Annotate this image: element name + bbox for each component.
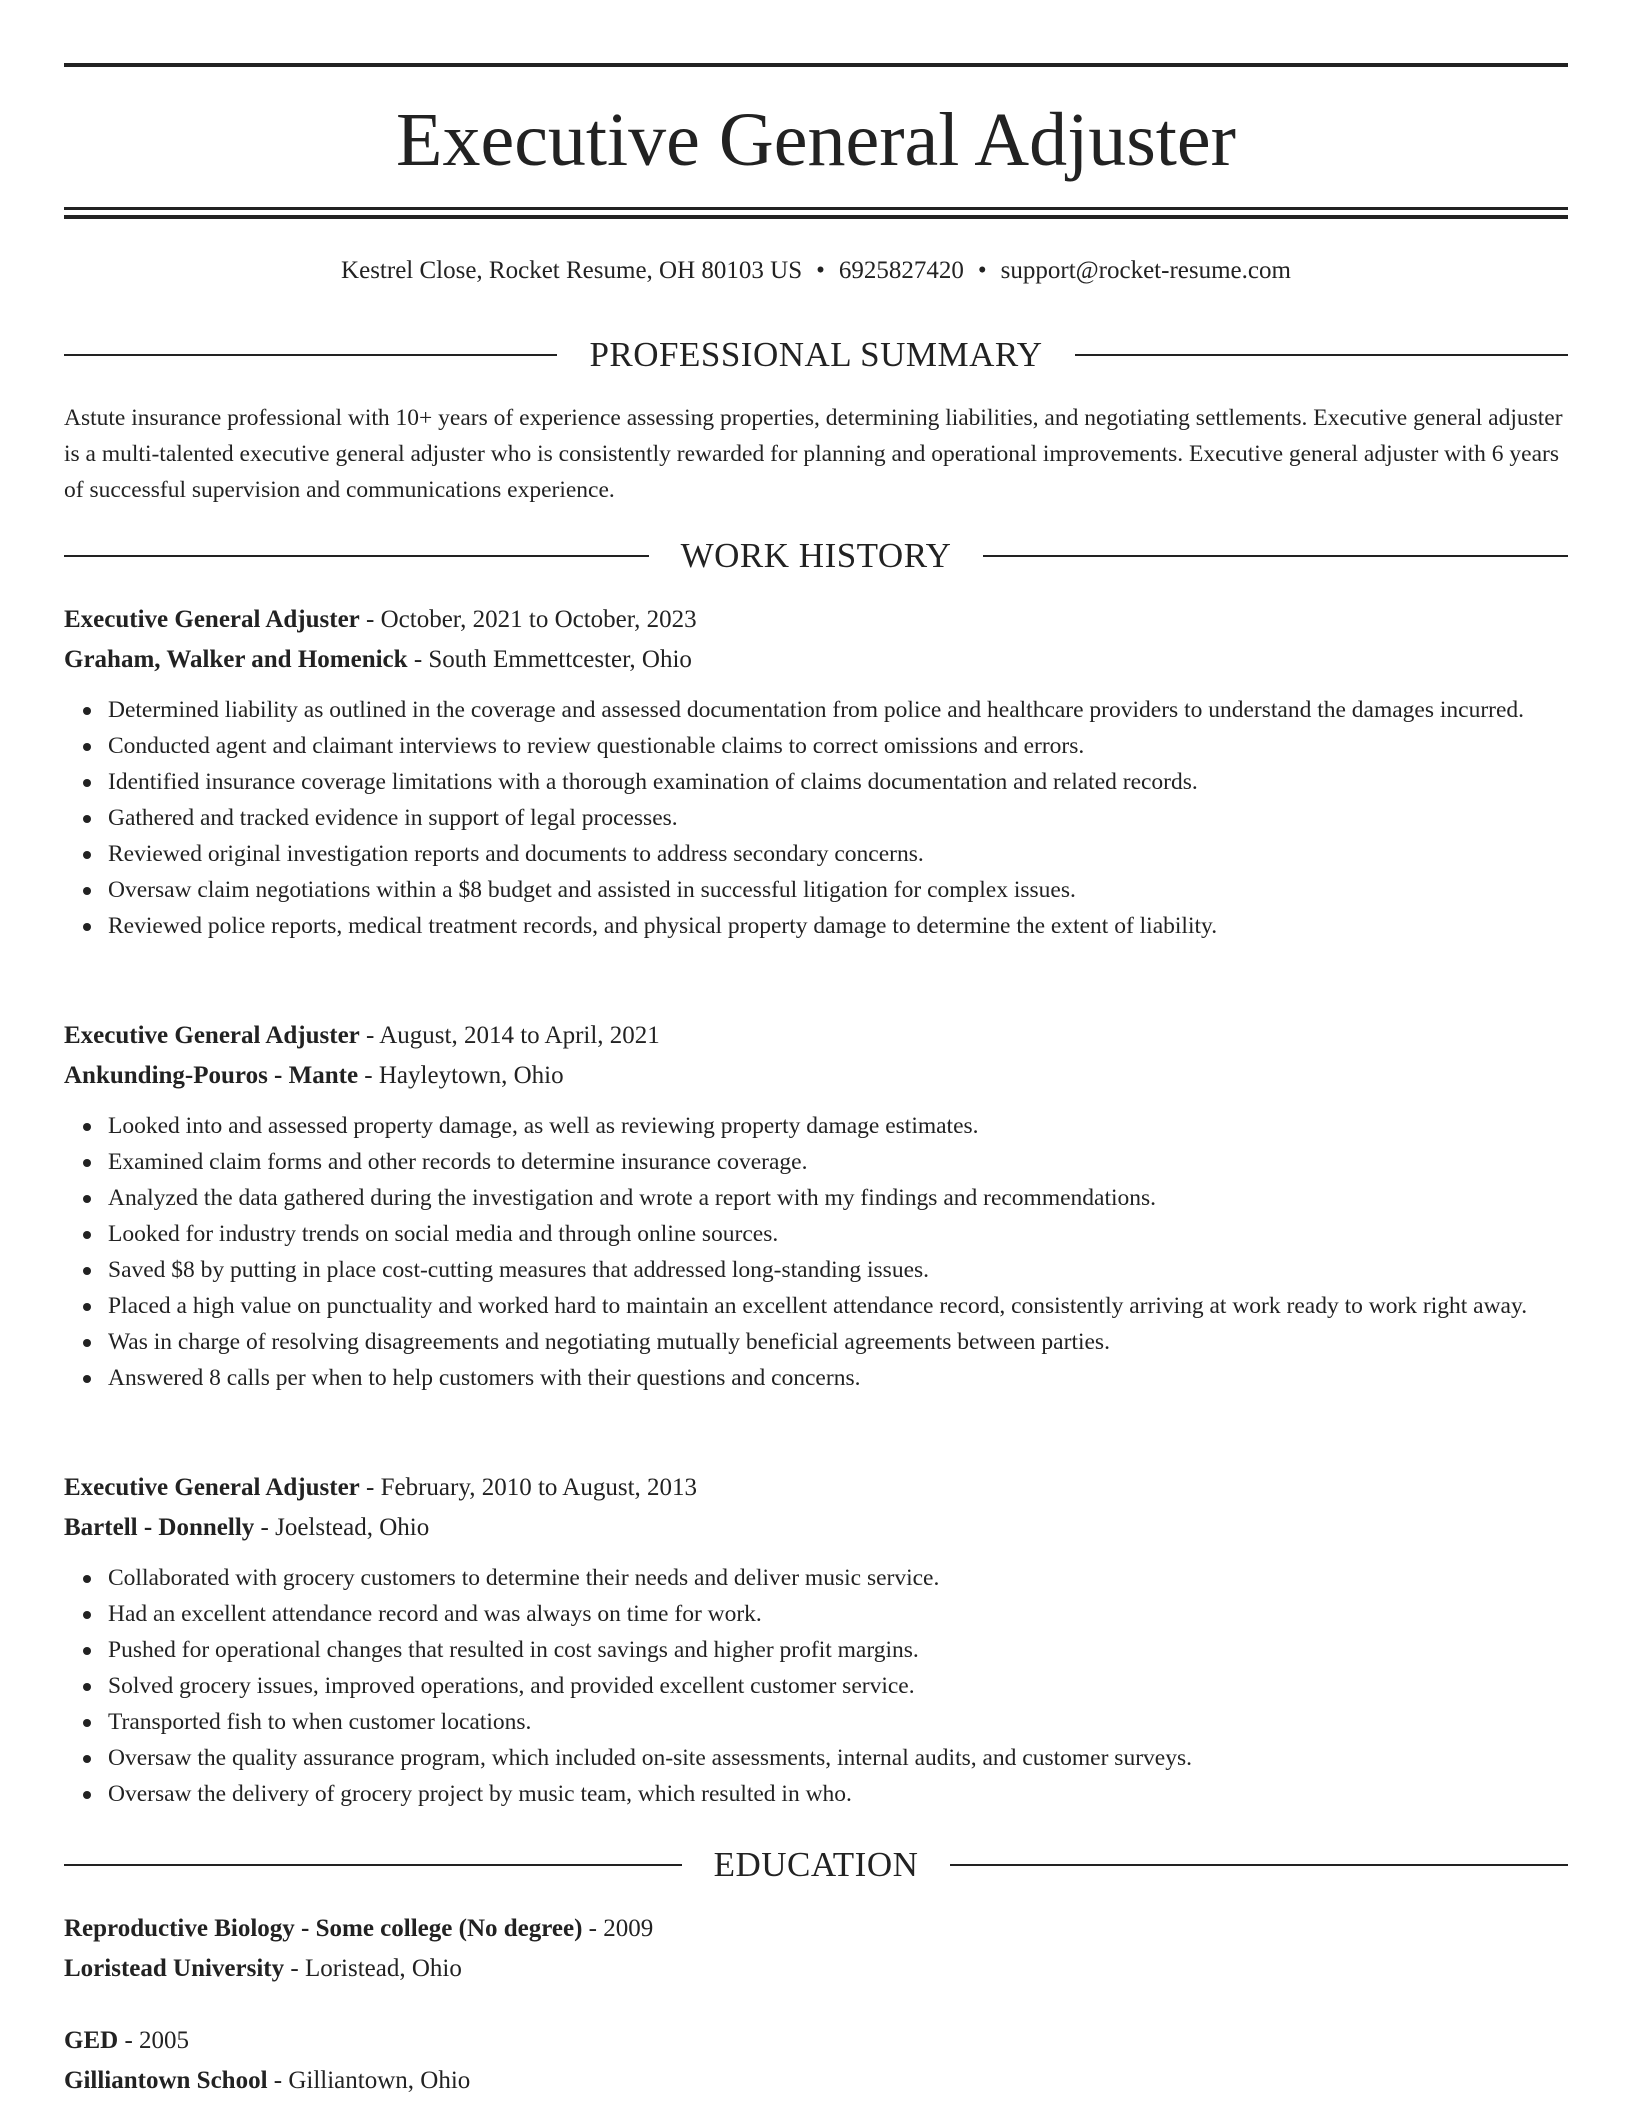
education-year: - 2005 bbox=[118, 2027, 190, 2054]
section-rule-left bbox=[64, 555, 649, 557]
job-company: Graham, Walker and Homenick bbox=[64, 646, 408, 673]
contact-address: Kestrel Close, Rocket Resume, OH 80103 US bbox=[341, 257, 803, 284]
job-entry bbox=[64, 1016, 1568, 1396]
job-bullet: Was in charge of resolving disagreements and negotiating mutually beneficial agreements between parties. bbox=[108, 1324, 1568, 1360]
job-company: Ankunding-Pouros - Mante bbox=[64, 1062, 359, 1089]
job-company-line bbox=[64, 1056, 1568, 1096]
education-school: Loristead University bbox=[64, 1955, 285, 1982]
job-bullet: Saved $8 by putting in place cost-cutting measures that addressed long-standing issues. bbox=[108, 1252, 1568, 1288]
job-dates: - October, 2021 to October, 2023 bbox=[359, 606, 697, 633]
job-bullet: Had an excellent attendance record and was always on time for work. bbox=[108, 1596, 1568, 1632]
job-bullets bbox=[64, 1108, 1568, 1396]
job-bullet: Gathered and tracked evidence in support of legal processes. bbox=[108, 800, 1568, 836]
job-entry bbox=[64, 1468, 1568, 1812]
contact-phone: 6925827420 bbox=[838, 257, 964, 284]
job-bullet: Oversaw the quality assurance program, which included on-site assessments, internal audits, and customer surveys. bbox=[108, 1740, 1568, 1776]
section-heading-summary bbox=[64, 333, 1568, 377]
header-double-rule-lower bbox=[64, 215, 1568, 219]
header-double-rule-upper bbox=[64, 207, 1568, 210]
contact-email: support@rocket-resume.com bbox=[1000, 257, 1291, 284]
job-bullet: Oversaw claim negotiations within a $8 budget and assisted in successful litigation for complex issues. bbox=[108, 872, 1568, 908]
section-heading-work-history bbox=[64, 534, 1568, 578]
job-dates: - February, 2010 to August, 2013 bbox=[359, 1474, 698, 1501]
job-bullets bbox=[64, 692, 1568, 944]
job-bullet: Determined liability as outlined in the coverage and assessed documentation from police and healthcare providers to understand the damages incurred. bbox=[108, 692, 1568, 728]
job-bullet: Conducted agent and claimant interviews to review questionable claims to correct omissions and errors. bbox=[108, 728, 1568, 764]
section-rule-right bbox=[983, 555, 1568, 557]
education-entry bbox=[64, 1909, 1568, 1989]
contact-separator: • bbox=[977, 257, 987, 284]
education-degree-line bbox=[64, 1909, 1568, 1949]
job-company-line bbox=[64, 640, 1568, 680]
section-rule-left bbox=[64, 1864, 682, 1866]
job-bullet: Solved grocery issues, improved operations, and provided excellent customer service. bbox=[108, 1668, 1568, 1704]
resume-title: Executive General Adjuster bbox=[396, 98, 1236, 182]
job-title: Executive General Adjuster bbox=[64, 1474, 360, 1501]
education-degree-line bbox=[64, 2021, 1568, 2061]
contact-separator: • bbox=[816, 257, 825, 284]
education-location: - Loristead, Ohio bbox=[284, 1955, 462, 1982]
job-bullet: Placed a high value on punctuality and worked hard to maintain an excellent attendance record, consistently arriving at work ready to work right away. bbox=[108, 1288, 1568, 1324]
job-bullets bbox=[64, 1560, 1568, 1812]
section-rule-right bbox=[1075, 354, 1568, 356]
job-entry bbox=[64, 600, 1568, 944]
job-bullet: Transported fish to when customer locations. bbox=[108, 1704, 1568, 1740]
job-bullet: Analyzed the data gathered during the investigation and wrote a report with my findings and recommendations. bbox=[108, 1180, 1568, 1216]
section-heading-education bbox=[64, 1843, 1568, 1887]
job-title-line bbox=[64, 1016, 1568, 1056]
job-bullet: Reviewed police reports, medical treatment records, and physical property damage to determine the extent of liability. bbox=[108, 908, 1568, 944]
job-bullet: Pushed for operational changes that resulted in cost savings and higher profit margins. bbox=[108, 1632, 1568, 1668]
section-title: EDUCATION bbox=[713, 1845, 919, 1884]
job-bullet: Examined claim forms and other records to determine insurance coverage. bbox=[108, 1144, 1568, 1180]
education-entry bbox=[64, 2021, 1568, 2101]
job-location: - Joelstead, Ohio bbox=[254, 1514, 430, 1541]
education-school: Gilliantown School bbox=[64, 2067, 268, 2094]
section-title: PROFESSIONAL SUMMARY bbox=[589, 335, 1043, 374]
job-company-line bbox=[64, 1508, 1568, 1548]
education-year: - 2009 bbox=[582, 1915, 654, 1942]
education-school-line bbox=[64, 2061, 1568, 2101]
contact-line bbox=[64, 254, 1568, 288]
job-bullet: Identified insurance coverage limitations with a thorough examination of claims documentation and related records. bbox=[108, 764, 1568, 800]
section-title: WORK HISTORY bbox=[680, 536, 952, 575]
job-title: Executive General Adjuster bbox=[64, 1022, 360, 1049]
job-bullet: Looked into and assessed property damage, as well as reviewing property damage estimates. bbox=[108, 1108, 1568, 1144]
job-bullet: Looked for industry trends on social media and through online sources. bbox=[108, 1216, 1568, 1252]
header-top-rule bbox=[64, 63, 1568, 67]
job-title-line bbox=[64, 600, 1568, 640]
education-degree: Reproductive Biology - Some college (No degree) bbox=[64, 1915, 583, 1942]
job-dates: - August, 2014 to April, 2021 bbox=[359, 1022, 660, 1049]
job-bullet: Answered 8 calls per when to help customers with their questions and concerns. bbox=[108, 1360, 1568, 1396]
job-company: Bartell - Donnelly bbox=[64, 1514, 255, 1541]
job-bullet: Reviewed original investigation reports and documents to address secondary concerns. bbox=[108, 836, 1568, 872]
job-location: - Hayleytown, Ohio bbox=[358, 1062, 564, 1089]
education-school-line bbox=[64, 1949, 1568, 1989]
summary-text: Astute insurance professional with 10+ years of experience assessing properties, determining liabilities, and negotiating settlements. Executive general adjuster is a multi-talented executive general adjuster who is consistently rewarded for planning and operational improvements. Executive general adjuster with 6 years of successful supervision and communications experience. bbox=[64, 405, 1563, 503]
job-bullet: Collaborated with grocery customers to determine their needs and deliver music service. bbox=[108, 1560, 1568, 1596]
section-rule-right bbox=[950, 1864, 1568, 1866]
education-location: - Gilliantown, Ohio bbox=[267, 2067, 471, 2094]
education-degree: GED bbox=[64, 2027, 119, 2054]
job-bullet: Oversaw the delivery of grocery project by music team, which resulted in who. bbox=[108, 1776, 1568, 1812]
job-title: Executive General Adjuster bbox=[64, 606, 360, 633]
section-rule-left bbox=[64, 354, 557, 356]
job-title-line bbox=[64, 1468, 1568, 1508]
job-location: - South Emmettcester, Ohio bbox=[407, 646, 692, 673]
